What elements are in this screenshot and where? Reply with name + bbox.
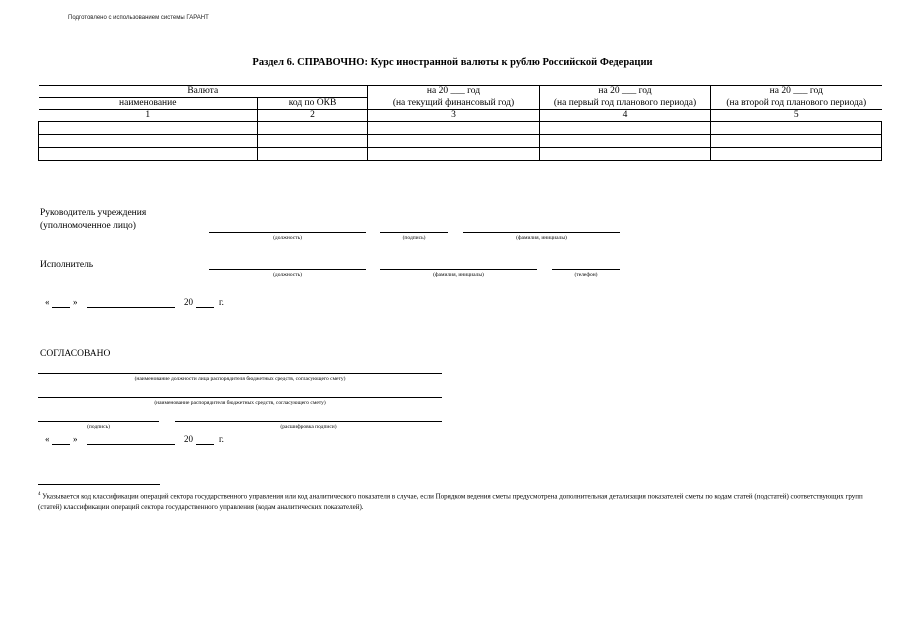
- col-name-header: наименование: [119, 98, 177, 108]
- approval-title: СОГЛАСОВАНО: [40, 349, 111, 359]
- table-row: [39, 148, 882, 161]
- date2-year-prefix: 20: [184, 434, 193, 444]
- date2-close-quote: »: [73, 434, 78, 444]
- col-number-2: 2: [258, 110, 368, 122]
- col-number-5: 5: [711, 110, 882, 122]
- executor-name-caption: (фамилия, инициалы): [433, 272, 484, 278]
- table-cell[interactable]: [368, 122, 540, 135]
- approval-decode-line[interactable]: [175, 421, 442, 422]
- date2-suffix: г.: [219, 434, 224, 444]
- approval-position-line[interactable]: [38, 373, 442, 374]
- table-cell[interactable]: [39, 148, 258, 161]
- executor-position-line[interactable]: [209, 269, 366, 270]
- approval-org-caption: (наименование распорядителя бюджетных средств, согласующего смету): [154, 400, 326, 406]
- table-cell[interactable]: [711, 122, 882, 135]
- col-code-header: код по ОКВ: [258, 98, 368, 110]
- approval-sign-caption: (подпись): [87, 424, 110, 430]
- table-row: [39, 122, 882, 135]
- table-row: [39, 135, 882, 148]
- footnote-text: Указывается код классификации операций сектора государственного управления или код аналитического показателя в случае, если Порядком ведения сметы предусмотрена дополнительная детализация показателей сметы по кодам статей (подстатей) соответствующих групп (статей) классификации операций сектора государственного управления (кодам аналитических показателей).: [38, 492, 863, 512]
- date-day-line[interactable]: [52, 307, 70, 308]
- table-cell[interactable]: [711, 148, 882, 161]
- head-name-line[interactable]: [463, 232, 620, 233]
- date-suffix: г.: [219, 297, 224, 307]
- head-label-2: (уполномоченное лицо): [40, 221, 136, 231]
- executor-name-line[interactable]: [380, 269, 537, 270]
- executor-label: Исполнитель: [40, 260, 94, 270]
- date-month-line[interactable]: [87, 307, 175, 308]
- date-close-quote: »: [73, 297, 78, 307]
- executor-phone-caption: (телефон): [574, 272, 598, 278]
- table-cell[interactable]: [39, 135, 258, 148]
- head-label: Руководитель учреждения: [40, 208, 147, 218]
- footnote-separator: [38, 484, 160, 485]
- currency-rate-table: [38, 85, 882, 161]
- date2-open-quote: «: [45, 434, 50, 444]
- date2-month-line[interactable]: [87, 444, 175, 445]
- table-cell[interactable]: [258, 122, 368, 135]
- approval-org-line[interactable]: [38, 397, 442, 398]
- approval-position-caption: (наименование должности лица распорядителя бюджетных средств, согласующего смету): [134, 376, 346, 382]
- table-cell[interactable]: [711, 135, 882, 148]
- date2-year-line[interactable]: [196, 444, 214, 445]
- table-cell[interactable]: [258, 135, 368, 148]
- executor-position-caption: (должность): [273, 272, 302, 278]
- year-col-2-sub: (на первый год планового периода): [540, 98, 711, 110]
- year-col-3-sub: (на второй год планового периода): [711, 98, 882, 110]
- approval-sign-line[interactable]: [38, 421, 159, 422]
- head-position-caption: (должность): [273, 235, 302, 241]
- year-col-1-top: на 20 ___ год: [368, 86, 540, 98]
- table-cell[interactable]: [540, 135, 711, 148]
- col-number-4: 4: [540, 110, 711, 122]
- head-name-caption: (фамилия, инициалы): [516, 235, 567, 241]
- approval-decode-caption: (расшифровка подписи): [280, 424, 337, 430]
- date-year-prefix: 20: [184, 297, 193, 307]
- year-col-2-top: на 20 ___ год: [540, 86, 711, 98]
- col-number-3: 3: [368, 110, 540, 122]
- table-cell[interactable]: [368, 135, 540, 148]
- year-col-1-sub: (на текущий финансовый год): [368, 98, 540, 110]
- head-signature-line[interactable]: [380, 232, 448, 233]
- table-cell[interactable]: [258, 148, 368, 161]
- year-col-3-top: на 20 ___ год: [711, 86, 882, 98]
- section-title: Раздел 6. СПРАВОЧНО: Курс иностранной валюты к рублю Российской Федерации: [252, 57, 653, 68]
- date-year-line[interactable]: [196, 307, 214, 308]
- executor-phone-line[interactable]: [552, 269, 620, 270]
- date2-day-line[interactable]: [52, 444, 70, 445]
- footnote: [38, 489, 883, 513]
- table-cell[interactable]: [39, 122, 258, 135]
- date-open-quote: «: [45, 297, 50, 307]
- col-number-1: 1: [39, 110, 258, 122]
- head-position-line[interactable]: [209, 232, 366, 233]
- footnote-mark: 4: [38, 492, 41, 497]
- table-cell[interactable]: [540, 148, 711, 161]
- header-note: Подготовлено с использованием системы ГАРАНТ: [68, 15, 209, 21]
- head-signature-caption: (подпись): [402, 235, 426, 241]
- currency-header: Валюта: [39, 86, 368, 98]
- table-cell[interactable]: [540, 122, 711, 135]
- table-cell[interactable]: [368, 148, 540, 161]
